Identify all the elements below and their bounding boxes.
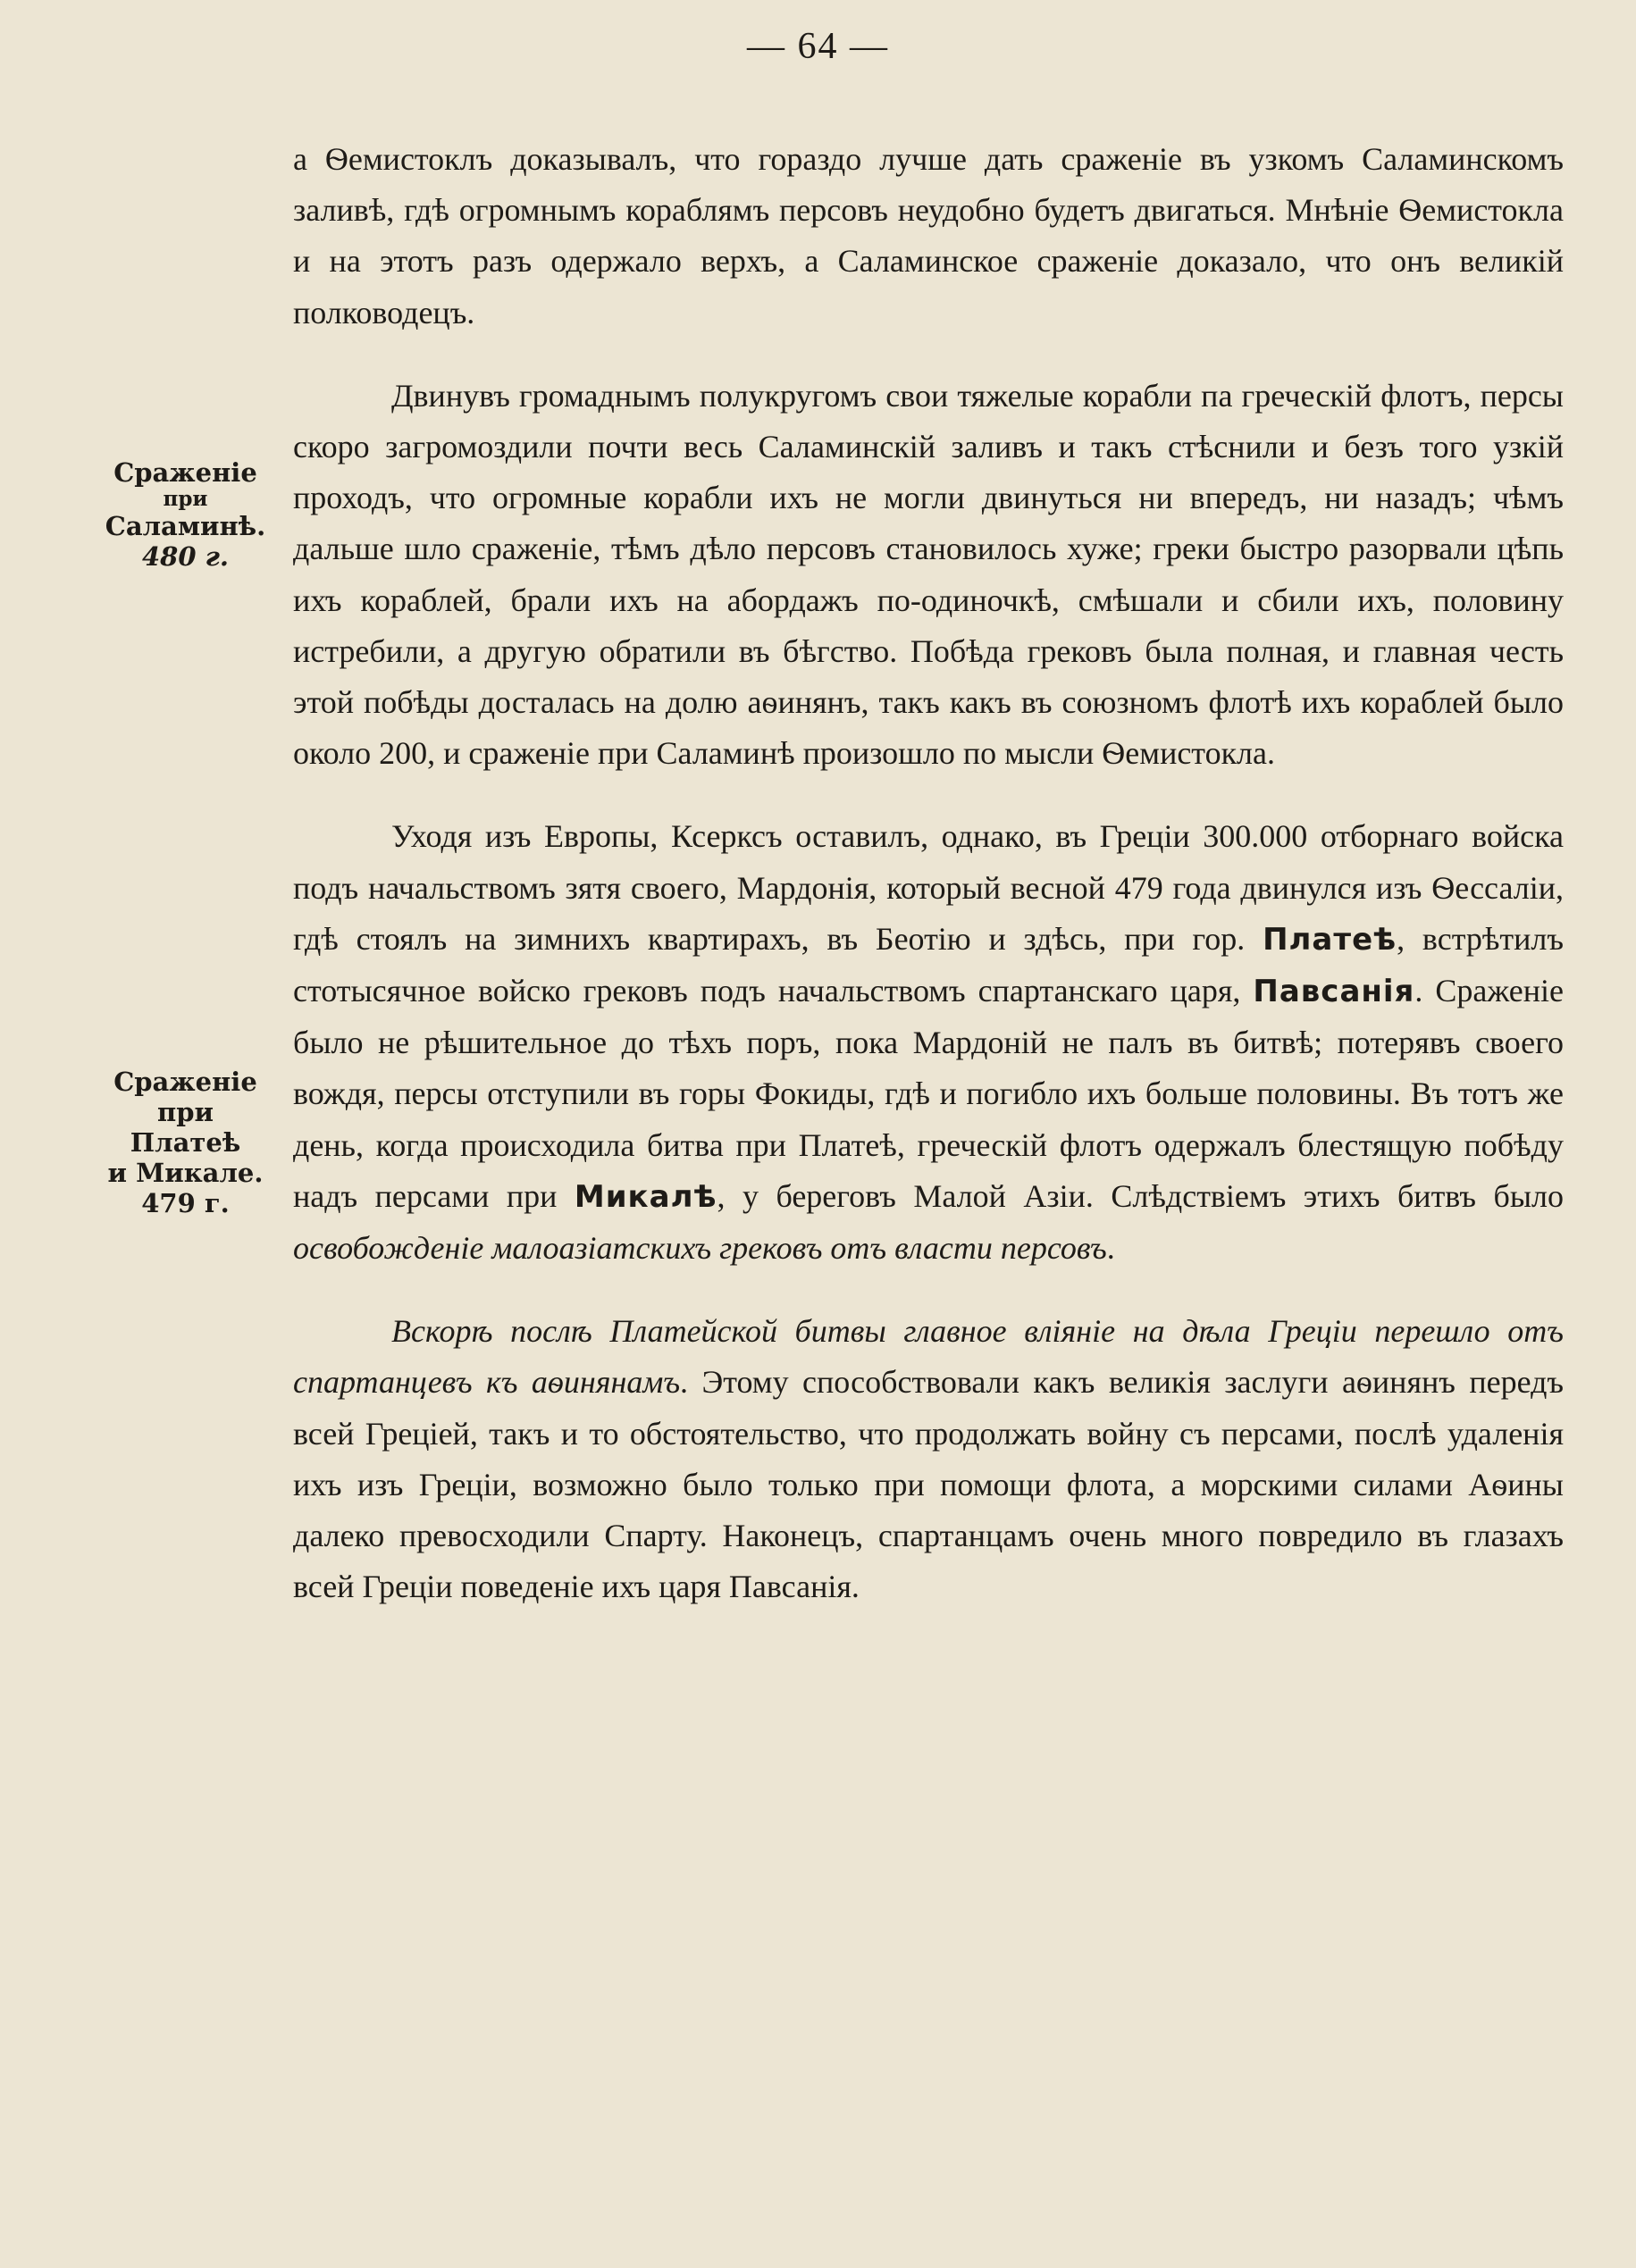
emphasized-name: Павсанія — [1253, 974, 1415, 1010]
margin-note-line: Саламинѣ. — [105, 511, 266, 541]
body-text — [293, 134, 1564, 1612]
margin-note-line: при — [163, 487, 208, 511]
margin-note-year: 479 г. — [141, 1188, 230, 1218]
paragraph — [293, 1306, 1564, 1612]
text-run: , встрѣтилъ стотысячное войско грековъ подъ начальствомъ спартанскаго царя, — [293, 920, 1564, 1009]
emphasized-name: Микалѣ — [574, 1178, 717, 1215]
text-run: . Этому способствовали какъ великія заслуги аѳинянъ передъ всей Греціей, такъ и то обстоятельство, что продолжать войну съ персами, послѣ удаленія ихъ изъ Греціи, возможно было только при помощи флота, а морскими силами Аѳины далеко превосходили Спарту. Наконецъ, спартанцамъ очень много повредило въ глазахъ всей Греціи поведеніе ихъ царя Павсанія. — [293, 1364, 1565, 1605]
text-run: Двинувъ громаднымъ полукругомъ свои тяжелые корабли па греческій флотъ, персы скоро загромоздили почти весь Саламинскій заливъ и такъ стѣснили и безъ того узкій проходъ, что огромные корабли ихъ не могли двинуться ни впередъ, ни назадъ; чѣмъ дальше шло сраженіе, тѣмъ дѣло персовъ становилось хуже; греки быстро разорвали цѣпь ихъ кораблей, брали ихъ на абордажъ по-одиночкѣ, смѣшали и сбили ихъ, половину истребили, а другую обратили въ бѣгство. Побѣда грековъ была полная, и главная честь этой побѣды досталась на долю аѳинянъ, такъ какъ въ союзномъ флотѣ ихъ кораблей было около 200, и сраженіе при Саламинѣ произошло по мысли Ѳемистокла. — [293, 377, 1564, 772]
paragraph — [293, 811, 1564, 1274]
emphasized-name: Платеѣ — [1263, 921, 1397, 958]
margin-note-line: и Микале. — [107, 1158, 264, 1188]
page-number: — 64 — — [747, 26, 889, 67]
text-run: а Ѳемистоклъ доказывалъ, что гораздо лучше дать сраженіе въ узкомъ Саламинскомъ заливѣ, гдѣ огромнымъ кораблямъ персовъ неудобно будетъ двигаться. Мнѣніе Ѳемистокла и на этотъ разъ одержало верхъ, а Саламинское сраженіе доказало, что онъ великій полководецъ. — [293, 141, 1564, 331]
paragraph — [293, 371, 1564, 780]
margin-note-salamis — [98, 457, 273, 572]
text-run: Уходя изъ Европы, Ксерксъ оставилъ, однако, въ Греціи 300.000 отборнаго войска подъ начальствомъ зятя своего, Мардонія, который весной 479 года двинулся изъ Ѳессаліи, гдѣ стоялъ на зимнихъ квартирахъ, въ Беотію и здѣсь, при гор. — [293, 818, 1564, 957]
text-run: . — [1106, 1230, 1115, 1267]
paragraph — [293, 134, 1564, 339]
italic-phrase: Вскорѣ послѣ Платейской битвы главное вліяніе на дѣла Греціи перешло отъ спартанцевъ къ аѳинянамъ — [293, 1313, 1564, 1401]
text-run: , у береговъ Малой Азіи. Слѣдствіемъ этихъ битвъ было — [717, 1177, 1564, 1214]
margin-note-line: Сраженіе — [113, 457, 257, 488]
margin-note-line: при Платеѣ — [130, 1097, 241, 1158]
italic-phrase: освобожденіе малоазіатскихъ грековъ отъ власти персовъ — [293, 1230, 1107, 1267]
margin-note-year: 480 г. — [141, 541, 230, 572]
margin-note-line: Сраженіе — [113, 1067, 257, 1097]
margin-note-plataea — [98, 1067, 273, 1218]
text-run: . Сраженіе было не рѣшительное до тѣхъ поръ, пока Мардоній не палъ въ битвѣ; потерявъ своего вождя, персы отступили въ горы Фокиды, гдѣ и погибло ихъ больше половины. Въ тотъ же день, когда происходила битва при Платеѣ, греческій флотъ одержалъ блестящую побѣду надъ персами при — [293, 973, 1564, 1214]
